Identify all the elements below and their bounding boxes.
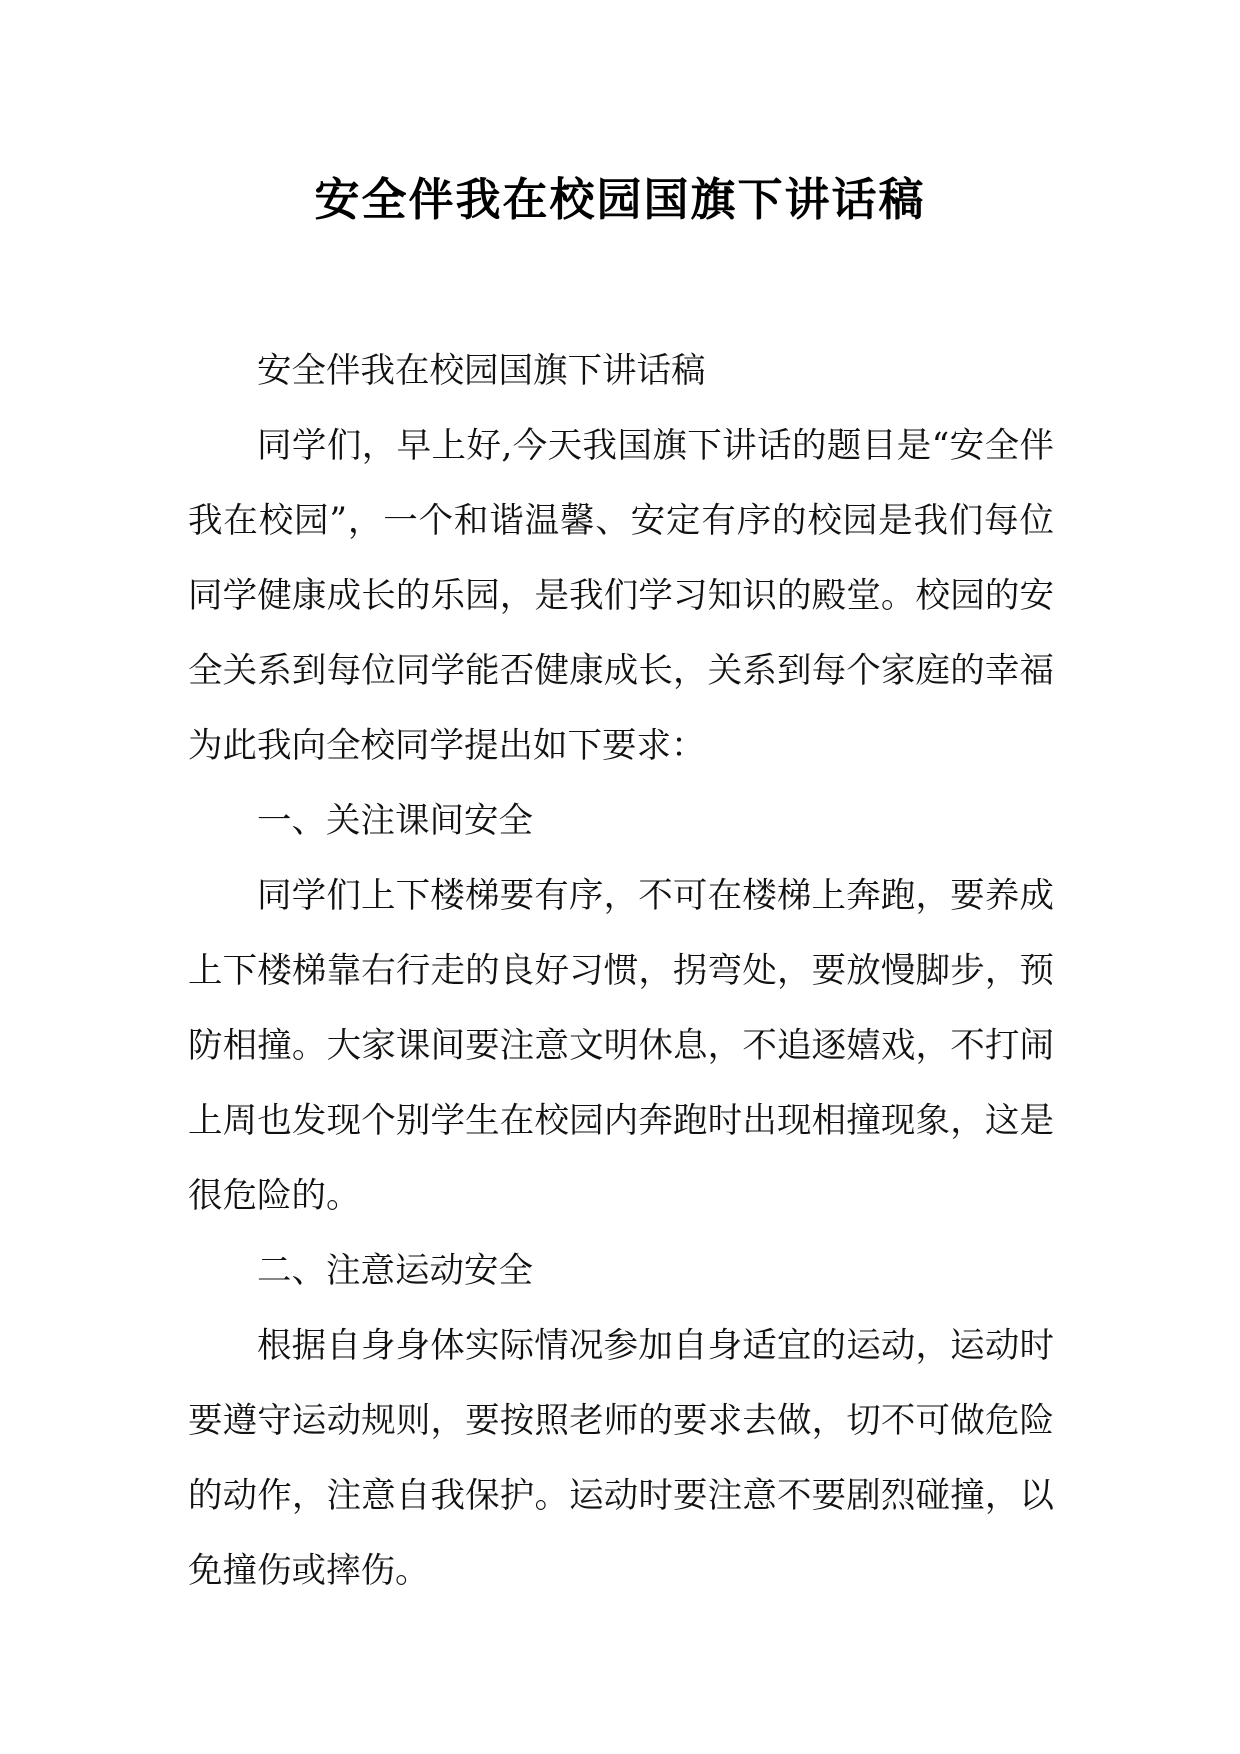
paragraph-break-safety: 同学们上下楼梯要有序，不可在楼梯上奔跑，要养成上下楼梯靠右行走的良好习惯，拐弯处，要放慢脚步，预防相撞。大家课间要注意文明休息，不追逐嬉戏，不打闹上周也发现个别学生在校园内奔跑时出现相撞现象，这是很危险的。	[188, 876, 1054, 1216]
document-title: 安全伴我在校园国旗下讲话稿	[314, 173, 926, 226]
document-body	[188, 334, 1054, 1609]
paragraph-sports-safety: 根据自身身体实际情况参加自身适宜的运动，运动时要遵守运动规则，要按照老师的要求去做，切不可做危险的动作，注意自我保护。运动时要注意不要剧烈碰撞，以免撞伤或摔伤。	[188, 1326, 1054, 1591]
paragraph-greeting: 同学们，早上好,今天我国旗下讲话的题目是“安全伴我在校园”，一个和谐温馨、安定有序的校园是我们每位同学健康成长的乐园，是我们学习知识的殿堂。校园的安全关系到每位同学能否健康成长，关系到每个家庭的幸福为此我向全校同学提出如下要求：	[188, 426, 1054, 766]
subtitle-line: 安全伴我在校园国旗下讲话稿	[257, 351, 706, 391]
section-heading-1: 一、关注课间安全	[257, 801, 533, 841]
section-heading-2: 二、注意运动安全	[257, 1251, 533, 1291]
